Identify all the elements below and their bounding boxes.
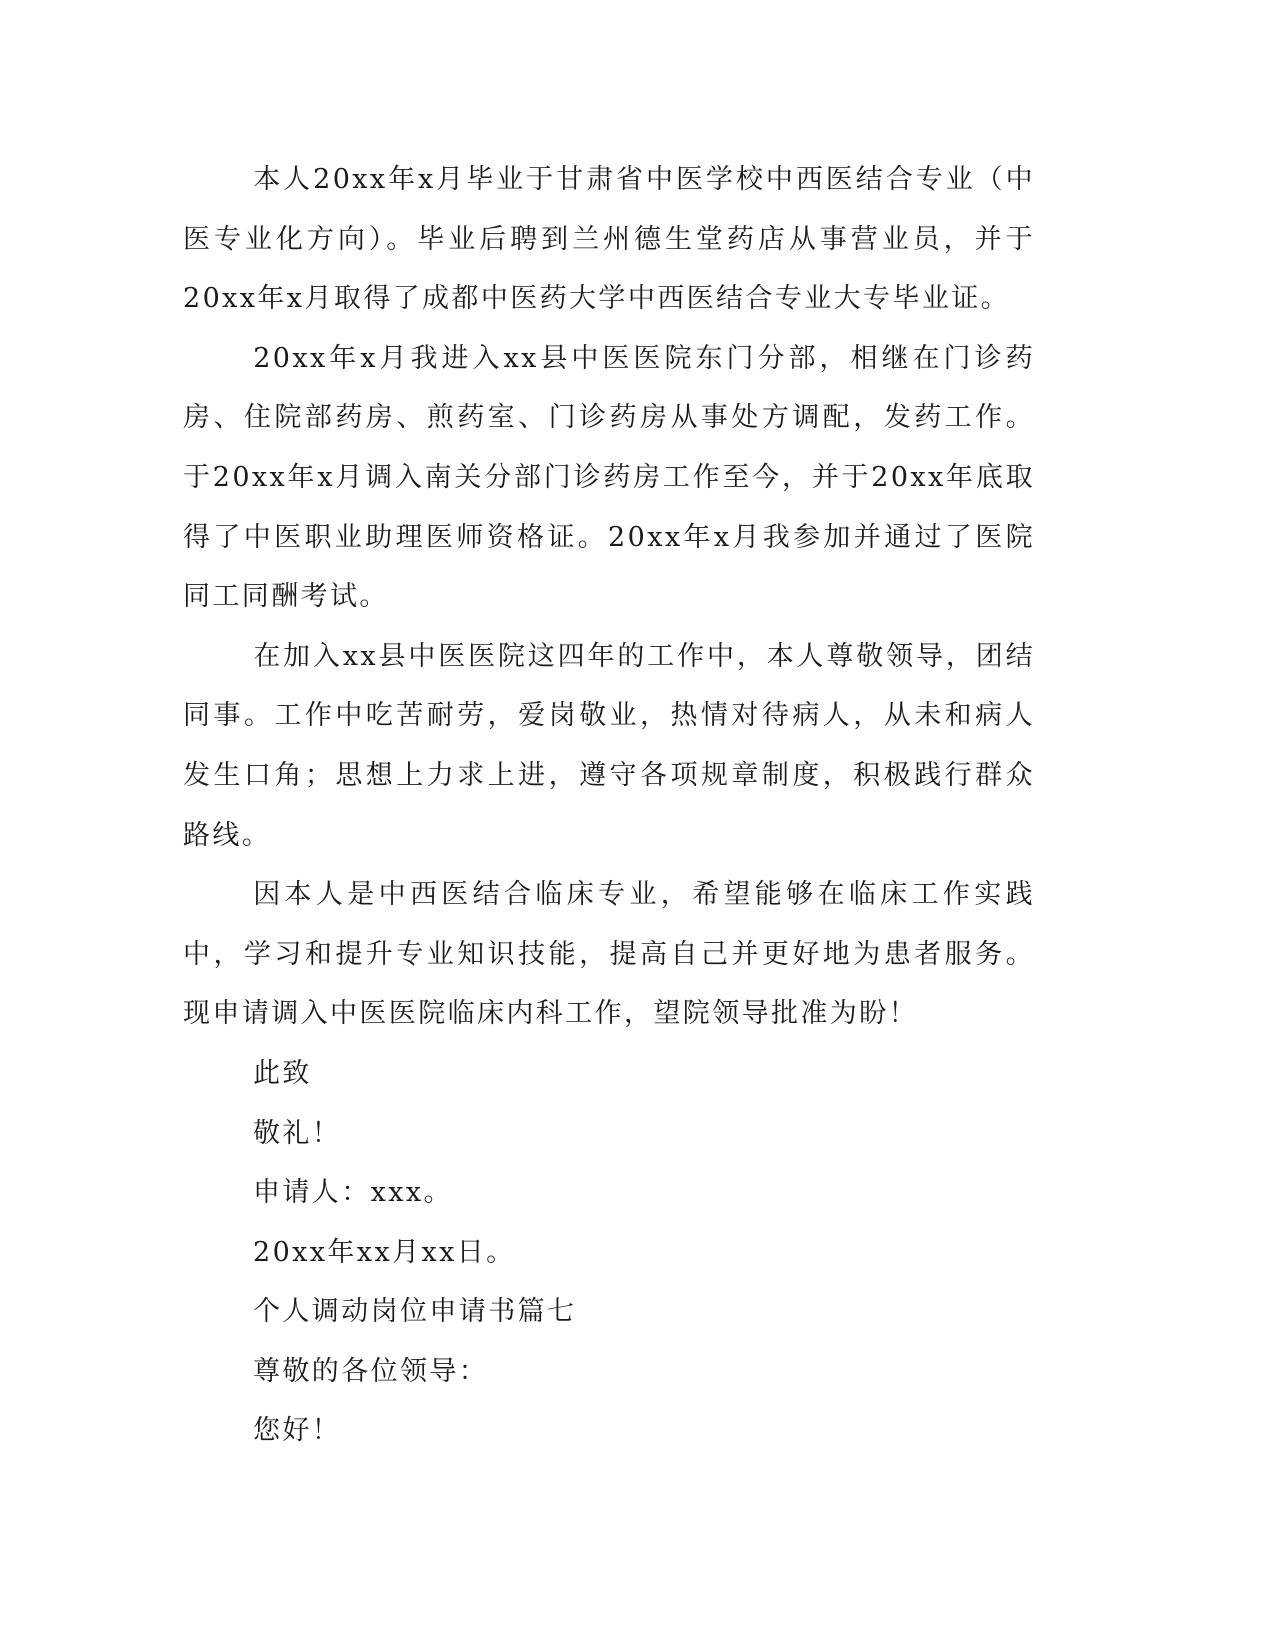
hello-line: 您好！	[253, 1415, 342, 1447]
date-line: 20xx年xx月xx日。	[253, 1236, 516, 1268]
paragraph-work-history: 20xx年x月我进入xx县中医医院东门分部，相继在门诊药房、住院部药房、煎药室、门诊药房从事处方调配，发药工作。于20xx年x月调入南关分部门诊药房工作至今，并于20xx年底取得了中医职业助理医师资格证。20xx年x月我参加并通过了医院同工同酬考试。	[183, 342, 1035, 613]
next-section-title: 个人调动岗位申请书篇七	[253, 1296, 577, 1328]
paragraph-education: 本人20xx年x月毕业于甘肃省中医学校中西医结合专业（中医专业化方向）。毕业后聘到兰州德生堂药店从事营业员，并于20xx年x月取得了成都中医药大学中西医结合专业大专毕业证。	[183, 164, 1035, 315]
applicant-line: 申请人：xxx。	[253, 1177, 453, 1209]
greeting-line: 尊敬的各位领导：	[253, 1355, 489, 1387]
document-body	[183, 150, 1035, 1461]
paragraph-performance: 在加入xx县中医医院这四年的工作中，本人尊敬领导，团结同事。工作中吃苦耐劳，爱岗敬业，热情对待病人，从未和病人发生口角；思想上力求上进，遵守各项规章制度，积极践行群众路线。	[183, 640, 1035, 851]
closing-line: 此致	[253, 1057, 312, 1089]
paragraph-request: 因本人是中西医结合临床专业，希望能够在临床工作实践中，学习和提升专业知识技能，提高自己并更好地为患者服务。现申请调入中医医院临床内科工作，望院领导批准为盼！	[183, 879, 1035, 1030]
salute-line: 敬礼！	[253, 1117, 342, 1149]
